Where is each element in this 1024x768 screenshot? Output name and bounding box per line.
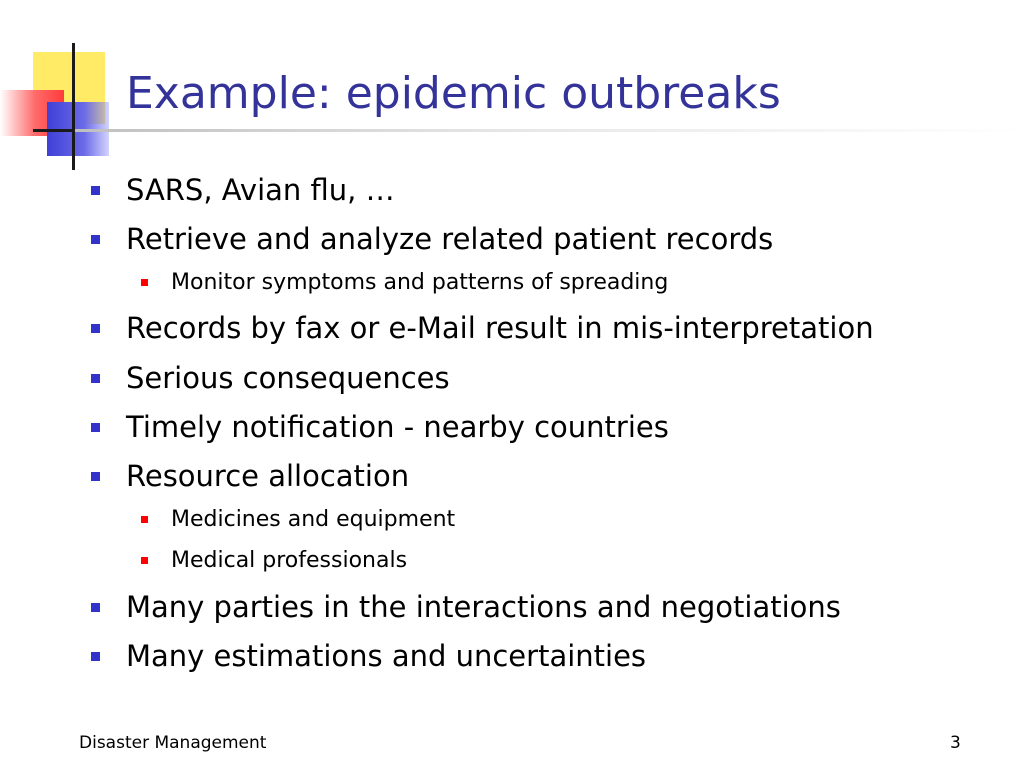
bullet-text: Retrieve and analyze related patient records <box>126 222 774 256</box>
bullet-item <box>126 172 395 208</box>
square-bullet-icon <box>91 235 100 244</box>
square-bullet-icon <box>91 186 100 195</box>
bullet-text: Many parties in the interactions and negotiations <box>126 590 841 624</box>
bullet-text: SARS, Avian flu, … <box>126 173 395 207</box>
bullet-text: Timely notification - nearby countries <box>126 410 669 444</box>
bullet-item <box>126 360 450 396</box>
bullet-item <box>126 589 841 625</box>
bullet-item <box>126 310 874 346</box>
bullet-item <box>126 221 773 257</box>
sub-bullet-text: Monitor symptoms and patterns of spreading <box>171 270 669 295</box>
bullet-item <box>126 638 646 674</box>
bullet-text: Records by fax or e-Mail result in mis-interpretation <box>126 311 874 345</box>
square-bullet-icon <box>91 472 100 481</box>
square-bullet-icon <box>141 279 148 286</box>
square-bullet-icon <box>141 557 148 564</box>
square-bullet-icon <box>91 324 100 333</box>
slide-title: Example: epidemic outbreaks <box>126 68 781 119</box>
logo-vertical-line <box>72 43 75 170</box>
square-bullet-icon <box>91 423 100 432</box>
bullet-text: Resource allocation <box>126 459 410 493</box>
bullet-item <box>126 409 669 445</box>
sub-bullet-text: Medicines and equipment <box>171 507 456 532</box>
square-bullet-icon <box>91 652 100 661</box>
bullet-item <box>126 458 409 494</box>
slide-number: 3 <box>950 733 961 753</box>
title-divider <box>75 129 1024 132</box>
square-bullet-icon <box>91 603 100 612</box>
bullet-text: Many estimations and uncertainties <box>126 639 647 673</box>
sub-bullet-item <box>171 547 407 575</box>
sub-bullet-text: Medical professionals <box>171 548 408 573</box>
sub-bullet-item <box>171 269 668 297</box>
sub-bullet-item <box>171 506 455 534</box>
square-bullet-icon <box>141 516 148 523</box>
footer-text: Disaster Management <box>79 733 267 753</box>
bullet-text: Serious consequences <box>126 361 450 395</box>
square-bullet-icon <box>91 374 100 383</box>
decorative-squares-logo <box>0 0 140 170</box>
